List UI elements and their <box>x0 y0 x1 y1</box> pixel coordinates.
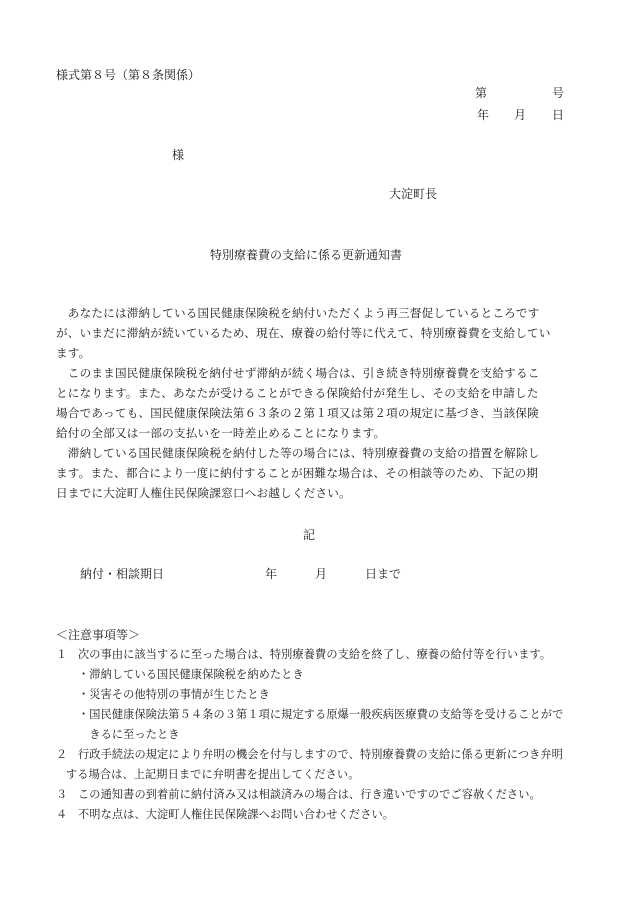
date-year: 年 <box>477 108 490 122</box>
addressee-suffix: 様 <box>172 148 185 162</box>
notes-header: ＜注意事項等＞ <box>56 628 141 642</box>
note-number: １ <box>56 648 68 661</box>
body-line: とになります。また、あなたが受けることができる保険給付が発生し、その支給を申請した <box>56 386 539 400</box>
date-day: 日 <box>552 108 565 122</box>
note-text: 行政手続法の規定により弁明の機会を付与しますので、特別療養費の支給に係る更新につき弁明 <box>78 748 563 761</box>
note-text: この通知書の到着前に納付済み又は相談済みの場合は、行き違いですのでご容赦ください。 <box>78 788 541 801</box>
body-line: 滞納している国民健康保険税を納付した等の場合には、特別療養費の支給の措置を解除し <box>56 446 540 460</box>
number-dai: 第 <box>475 86 488 100</box>
body-line: ます。 <box>56 346 91 360</box>
body-line: 場合であっても、国民健康保険法第６３条の２第１項又は第２項の規定に基づき、当該保険 <box>56 406 539 420</box>
deadline-label: 納付・相談期日 <box>80 567 165 581</box>
date-month: 月 <box>514 108 527 122</box>
body-line: ます。また、都合により一度に納付することが困難な場合は、その相談等のため、下記の期 <box>56 466 539 480</box>
note-number: ３ <box>56 788 68 801</box>
body-line: が、いまだに滞納が続いているため、現在、療養の給付等に代えて、特別療養費を支給してい <box>56 326 551 340</box>
note-bullet-continuation: きるに至ったとき <box>78 728 180 741</box>
number-go: 号 <box>552 86 565 100</box>
note-number: ２ <box>56 748 68 761</box>
deadline-month: 月 <box>315 567 328 581</box>
form-label: 様式第８号（第８条関係） <box>56 68 201 82</box>
body-line: あなたには滞納している国民健康保険税を納付いただくよう再三督促しているところです <box>56 306 540 320</box>
sender: 大淀町長 <box>389 187 438 201</box>
deadline-year: 年 <box>265 567 278 581</box>
deadline-day-until: 日まで <box>365 567 402 581</box>
note-bullet: ・災害その他特別の事情が生じたとき <box>78 688 270 701</box>
document-title: 特別療養費の支給に係る更新通知書 <box>210 248 403 262</box>
body-line: 日までに大淀町人権住民保険課窓口へお越しください。 <box>56 486 351 500</box>
body-line: 給付の全部又は一部の支払いを一時差止めることになります。 <box>56 426 386 440</box>
body-line: このまま国民健康保険税を納付せず滞納が続く場合は、引き続き特別療養費を支給するこ <box>56 366 540 380</box>
note-bullet: ・滞納している国民健康保険税を納めたとき <box>78 668 304 681</box>
note-text: 次の事由に該当するに至った場合は、特別療養費の支給を終了し、療養の給付等を行います。 <box>78 648 552 661</box>
note-bullet: ・国民健康保険法第５４条の３第１項に規定する原爆一般疾病医療費の支給等を受けることがで <box>78 708 564 721</box>
note-text-continuation: する場合は、上記期日までに弁明書を提出してください。 <box>66 768 360 781</box>
ki-mark: 記 <box>303 528 316 542</box>
note-text: 不明な点は、大淀町人権住民保険課へお問い合わせください。 <box>78 808 395 821</box>
note-number: ４ <box>56 808 68 821</box>
